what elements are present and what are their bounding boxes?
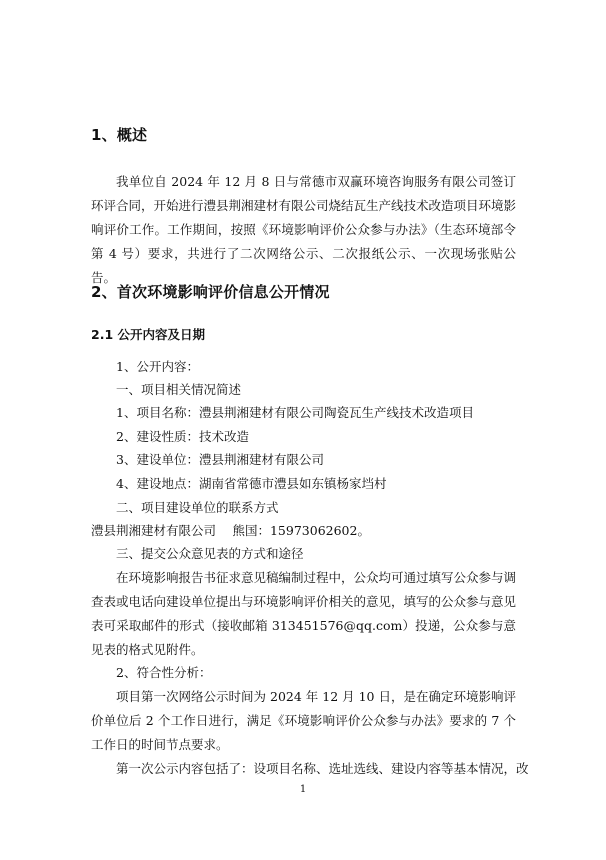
first-notice-content-line: 第一次公示内容包括了：设项目名称、选址选线、建设内容等基本情况，改	[116, 761, 529, 776]
construction-site-line: 4、建设地点：湖南省常德市澧县如东镇杨家垱村	[116, 476, 387, 491]
submit-method-paragraph: 在环境影响报告书征求意见稿编制过程中，公众均可通过填写公众参与调查表或电话向建设单位提出与环境影响评价相关的意见，填写的公众参与意见表可采取邮件的形式（接收邮箱 313451576@qq.com）投递，公众参与意见表的格式见附件。	[91, 570, 517, 657]
contact-heading: 二、项目建设单位的联系方式	[116, 500, 279, 515]
compliance-analysis-paragraph: 项目第一次网络公示时间为 2024 年 12 月 10 日，是在确定环境影响评价单位后 2 个工作日进行，满足《环境影响评价公众参与办法》要求的 7 个工作日的时间节点要求。	[91, 689, 516, 752]
contact-line: 澧县荆湘建材有限公司 熊国：15973062602。	[91, 523, 370, 538]
section-1-paragraph: 我单位自 2024 年 12 月 8 日与常德市双赢环境咨询服务有限公司签订环评合同，开始进行澧县荆湘建材有限公司烧结瓦生产线技术改造项目环境影响评价工作。工作期间，按照《环境影响评价公众参与办法》（生态环境部令第 4 号）要求，共进行了二次网络公示、二次报纸公示、一次现场张贴公告。	[91, 174, 517, 285]
submit-method-heading: 三、提交公众意见表的方式和途径	[116, 546, 304, 561]
section-2-heading: 2、首次环境影响评价信息公开情况	[91, 283, 330, 301]
disclosure-content-label: 1、公开内容：	[116, 359, 199, 374]
section-1-heading: 1、概述	[91, 126, 148, 144]
construction-type-line: 2、建设性质：技术改造	[116, 429, 249, 444]
project-name-line: 1、项目名称：澧县荆湘建材有限公司陶瓷瓦生产线技术改造项目	[116, 405, 474, 420]
project-overview-heading: 一、项目相关情况简述	[116, 382, 242, 397]
construction-unit-line: 3、建设单位：澧县荆湘建材有限公司	[116, 452, 324, 467]
subsection-2-1-heading: 2.1 公开内容及日期	[91, 327, 205, 342]
page-number: 1	[299, 784, 307, 795]
compliance-analysis-heading: 2、符合性分析：	[116, 665, 212, 680]
